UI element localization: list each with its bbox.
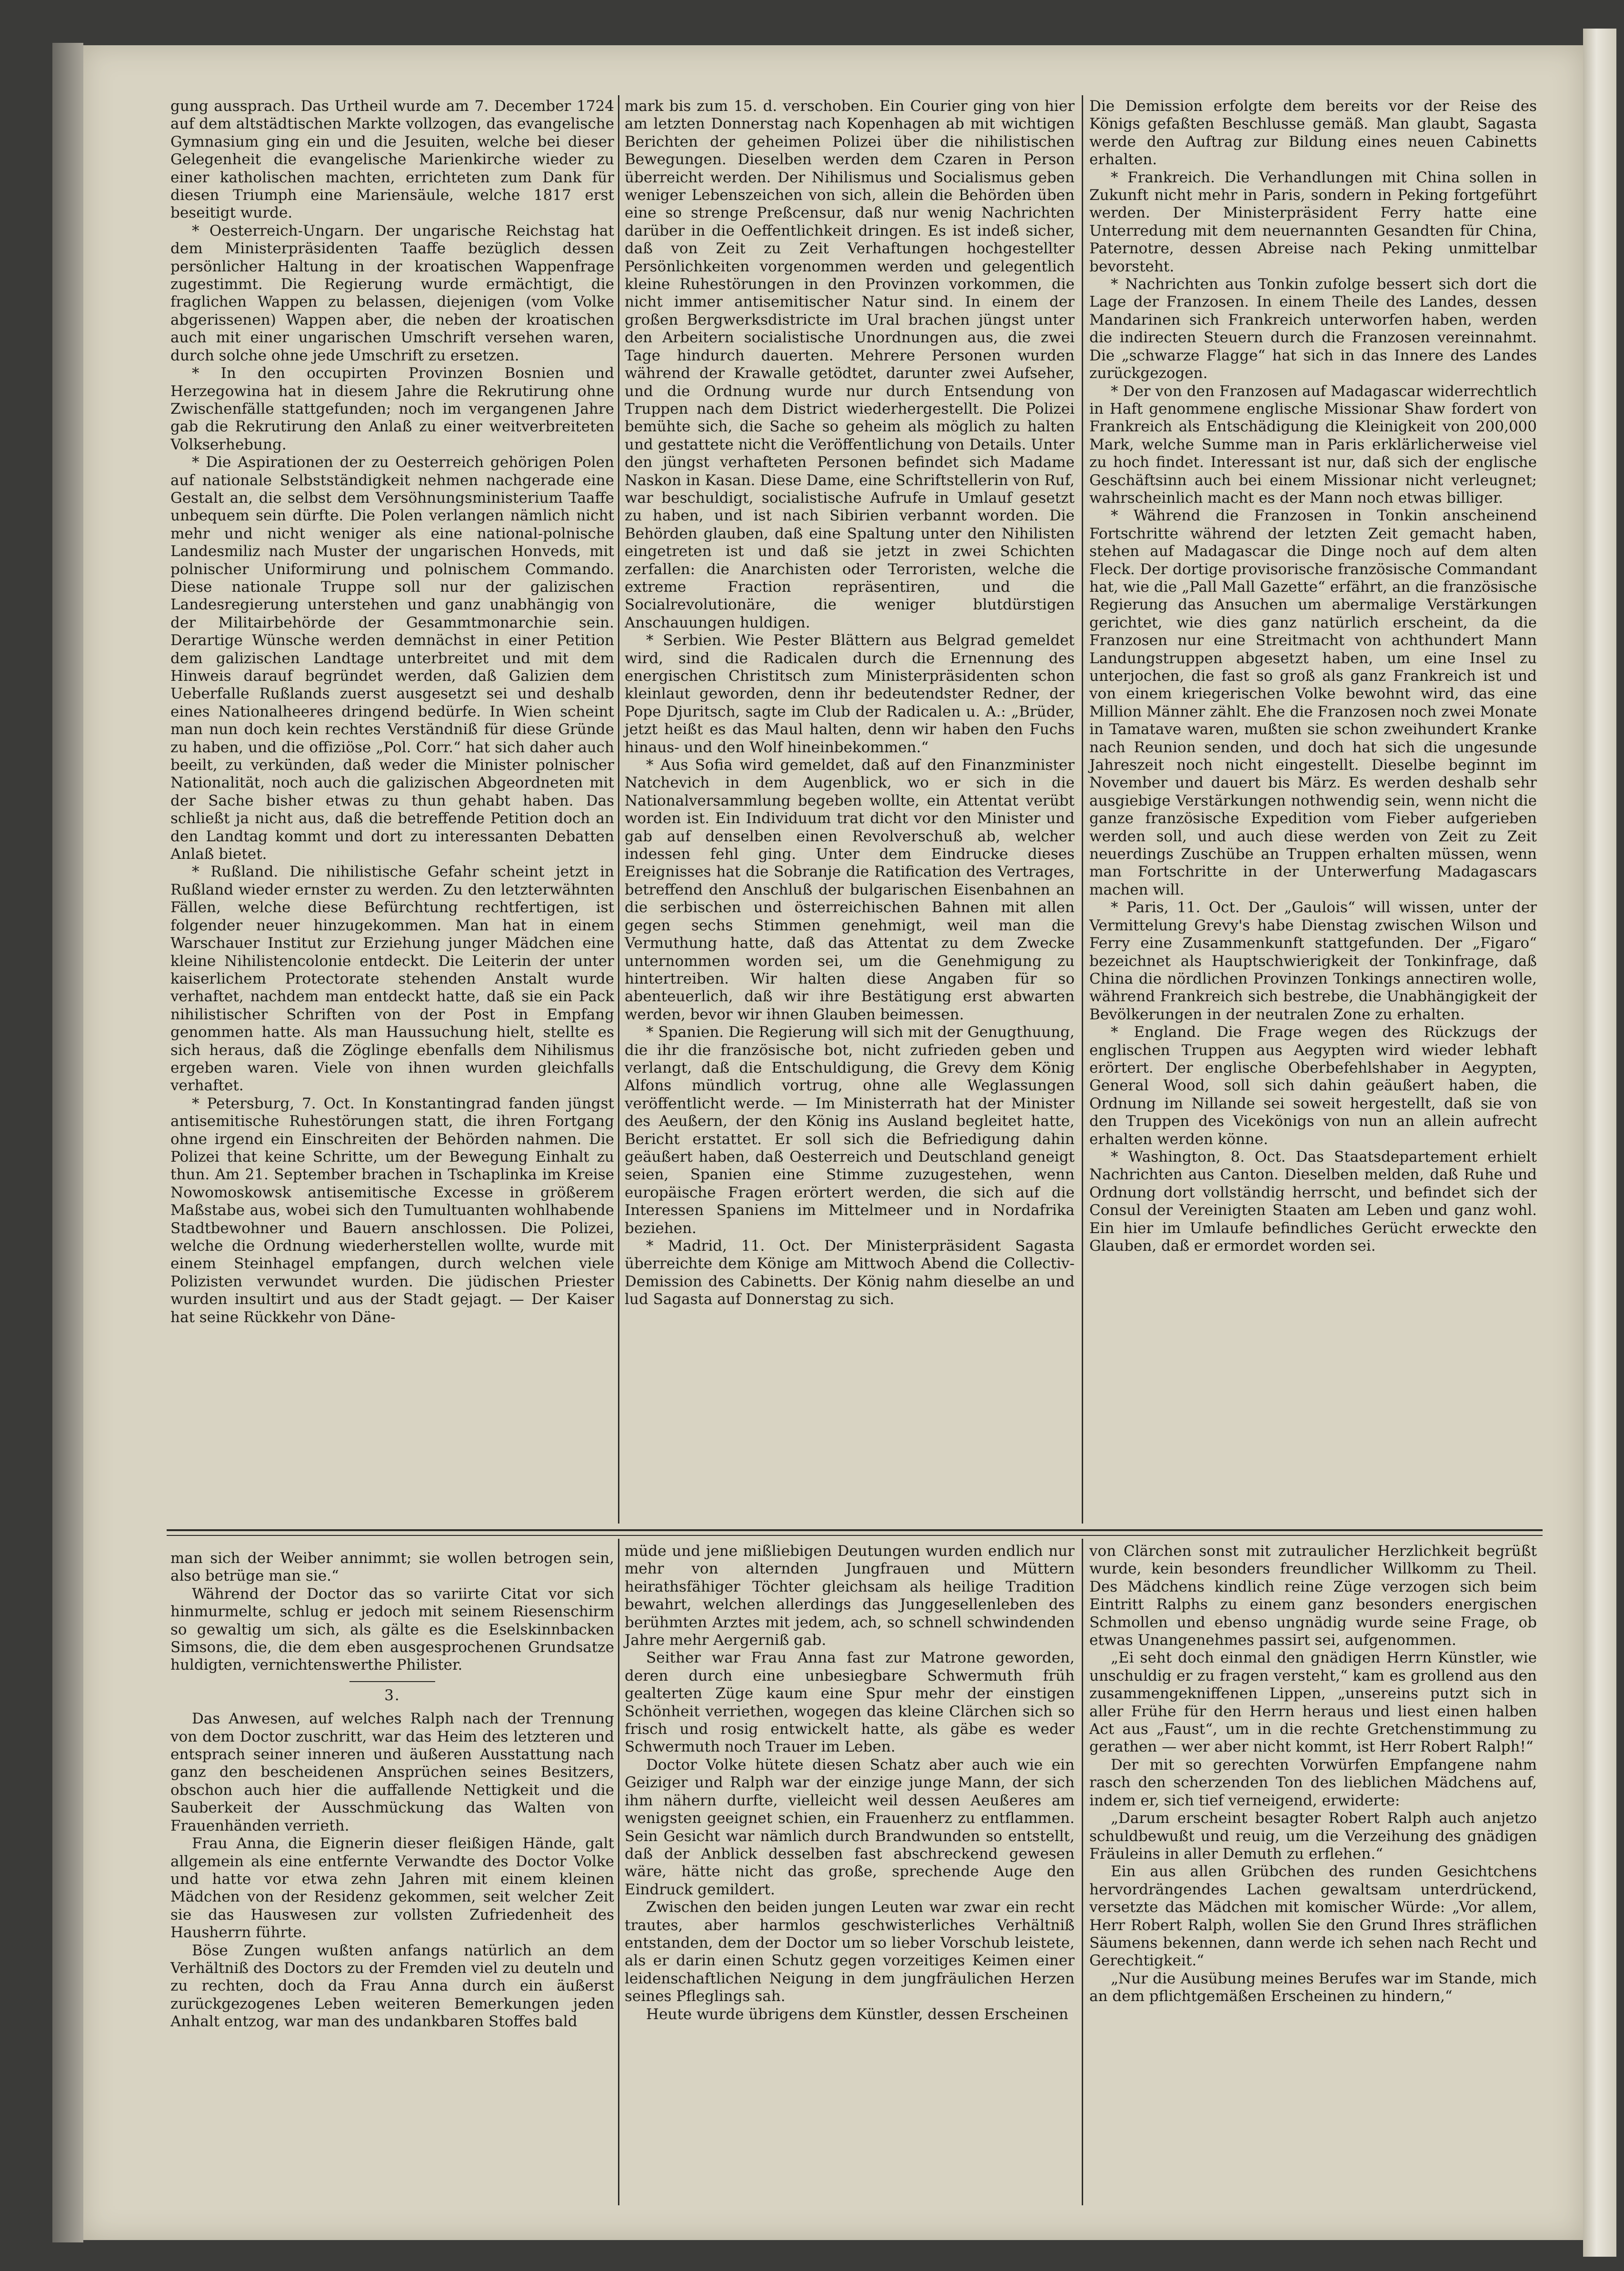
paragraph: * Frankreich. Die Verhandlungen mit China sollen in Zukunft nicht mehr in Paris, sondern in Peking fortgeführt werden. Der Ministerpräsident Ferry hatte eine Unterredung mit dem neuernannten Gesandten für China, Paternotre, dessen Abreise nach Peking unmittelbar bevorsteht. bbox=[1089, 169, 1537, 275]
paragraph: Das Anwesen, auf welches Ralph nach der Trennung von dem Doctor zuschritt, war das Heim des letzteren und entsprach seiner inneren und äußeren Ausstattung nach ganz den bescheidenen Ansprüchen seines Besitzers, obschon auch hier die auffallende Nettigkeit und die Sauberkeit der Ausschmückung das Walten von Frauenhänden verrieth. bbox=[170, 1710, 614, 1834]
paragraph: Zwischen den beiden jungen Leuten war zwar ein recht trautes, aber harmlos geschwisterliches Verhältniß entstanden, dem der Doctor um so lieber Vorschub leistete, als er darin einen Schutz gegen vorzeitiges Keimen einer leidenschaftlichen Neigung in dem jungfräulichen Herzen seines Pfleglings sah. bbox=[625, 1899, 1075, 2005]
feuilleton-column-2 bbox=[625, 1543, 1075, 2023]
paragraph: „Nur die Ausübung meines Berufes war im Stande, mich an dem pflichtgemäßen Erscheinen zu hindern,“ bbox=[1089, 1970, 1537, 2005]
paragraph: * Serbien. Wie Pester Blättern aus Belgrad gemeldet wird, sind die Radicalen durch die Ernennung des energischen Christitsch zum Ministerpräsidenten schon kleinlaut geworden, denn ihr bedeutendster Redner, der Pope Djuritsch, sagte im Club der Radicalen u. A.: „Brüder, jetzt heißt es das Maul halten, denn wir haben den Fuchs hinaus- und den Wolf hineinbekommen.“ bbox=[625, 632, 1075, 756]
paragraph: Böse Zungen wußten anfangs natürlich an dem Verhältniß des Doctors zu der Fremden viel zu deuteln und zu rechten, doch da Frau Anna durch ein äußerst zurückgezogenes Leben weiteren Bemerkungen jeden Anhalt entzog, war man des undankbaren Stoffes bald bbox=[170, 1942, 614, 2031]
section-divider bbox=[349, 1681, 435, 1682]
paragraph: * Der von den Franzosen auf Madagascar widerrechtlich in Haft genommene englische Missionar Shaw fordert von Frankreich als Entschädigung die Kleinigkeit von 200,000 Mark, welche Summe man in Paris erklärlicherweise viel zu hoch findet. Interessant ist nur, daß sich der englische Geschäftsinn auch bei einem Missionar nicht verleugnet; wahrscheinlich macht es der Mann noch etwas billiger. bbox=[1089, 382, 1537, 507]
paragraph: Heute wurde übrigens dem Künstler, dessen Erscheinen bbox=[646, 2005, 1068, 2023]
paragraph: * England. Die Frage wegen des Rückzugs der englischen Truppen aus Aegypten wird wieder lebhaft erörtert. Der englische Oberbefehlshaber in Aegypten, General Wood, soll sich dahin geäußert haben, die Ordnung im Nillande sei soweit hergestellt, daß sie von den Truppen des Vicekönigs von nun an allein aufrecht erhalten werden könne. bbox=[1089, 1024, 1537, 1148]
section-number: 3. bbox=[384, 1686, 400, 1704]
news-column-2 bbox=[625, 98, 1075, 1309]
paragraph: * Paris, 11. Oct. Der „Gaulois“ will wissen, unter der Vermittelung Grevy's habe Dienstag zwischen Wilson und Ferry eine Zusammenkunft stattgefunden. Der „Figaro“ bezeichnet als Hauptschwierigkeit der Tonkinfrage, daß China die nördlichen Provinzen Tonkings annectiren wolle, während Frankreich sich bestrebe, die Unabhängigkeit der Bevölkerungen in der neutralen Zone zu erhalten. bbox=[1089, 899, 1537, 1023]
column-divider-2 bbox=[1082, 95, 1083, 1524]
feuilleton-column-1 bbox=[170, 1550, 614, 2031]
paragraph: Frau Anna, die Eignerin dieser fleißigen Hände, galt allgemein als eine entfernte Verwandte des Doctor Volke und hatte vor etwa zehn Jahren mit einem kleinen Mädchen von der Residenz gekommen, seit welcher Zeit sie das Hauswesen zur vollsten Zufriedenheit des Hausherrn führte. bbox=[170, 1835, 614, 1942]
feuilleton-rule-thin bbox=[167, 1535, 1543, 1536]
feuilleton-column-3 bbox=[1089, 1543, 1537, 2006]
feuilleton-rule bbox=[167, 1529, 1543, 1531]
column-divider-4 bbox=[1082, 1539, 1083, 2205]
paragraph: von Clärchen sonst mit zutraulicher Herzlichkeit begrüßt wurde, kein besonders freundlicher Willkomm zu Theil. Des Mädchens kindlich reine Züge verzogen sich beim Eintritt Ralphs zu einem ganz besonders energischen Schmollen und ebenso ungnädig wurde seine Frage, ob etwas Unangenehmes passirt sei, aufgenommen. bbox=[1089, 1543, 1537, 1649]
paragraph: * Washington, 8. Oct. Das Staatsdepartement erhielt Nachrichten aus Canton. Dieselben melden, daß Ruhe und Ordnung dort vollständig herrscht, und befindet sich der Consul der Vereinigten Staaten am Leben und ganz wohl. Ein hier im Umlaufe befindliches Gerücht erweckte den Glauben, daß er ermordet worden sei. bbox=[1089, 1148, 1537, 1255]
paragraph: Ein aus allen Grübchen des runden Gesichtchens hervordrängendes Lachen gewaltsam unterdrückend, versetzte das Mädchen mit komischer Würde: „Vor allem, Herr Robert Ralph, wollen Sie den Grund Ihres sträflichen Säumens bekennen, dann werde ich sehen nach Recht und Gerechtigkeit.“ bbox=[1089, 1863, 1537, 1970]
paragraph: * Nachrichten aus Tonkin zufolge bessert sich dort die Lage der Franzosen. In einem Theile des Landes, dessen Mandarinen sich Frankreich unterworfen haben, werden die indirecten Steuern durch die Franzosen vereinnahmt. Die „schwarze Flagge“ hat sich in das Innere des Landes zurückgezogen. bbox=[1089, 276, 1537, 382]
paragraph: * Die Aspirationen der zu Oesterreich gehörigen Polen auf nationale Selbstständigkeit nehmen nachgerade eine Gestalt an, die selbst dem Versöhnungsministerium Taaffe unbequem sein dürfte. Die Polen verlangen nämlich nicht mehr und nicht weniger als eine national-polnische Landesmiliz nach Muster der ungarischen Honveds, mit polnischer Uniformirung und polnischem Commando. Diese nationale Truppe soll nur der galizischen Landesregierung unterstehen und ganz unabhängig von der Militairbehörde der Gesammtmonarchie sein. Derartige Wünsche werden demnächst in einer Petition dem galizischen Landtage unterbreitet und mit dem Hinweis darauf begründet werden, daß Galizien dem Ueberfalle Rußlands zuerst ausgesetzt sei und deshalb eines Nationalheeres dringend bedürfe. In Wien scheint man nun doch kein rechtes Verständniß für diese Gründe zu haben, und die offiziöse „Pol. Corr.“ hat sich daher auch beeilt, zu verkünden, daß weder die Minister polnischer Nationalität, noch auch die galizischen Abgeordneten mit der Sache bisher etwas zu thun gehabt haben. Das schließt ja nicht aus, daß die betreffende Petition doch an den Landtag kommt und dort zu interessanten Debatten Anlaß bietet. bbox=[170, 454, 614, 863]
paragraph: Seither war Frau Anna fast zur Matrone geworden, deren durch eine unbesiegbare Schwermuth früh gealterten Züge kaum eine Spur mehr der einstigen Schönheit verriethen, wogegen das kleine Clärchen sich so frisch und rosig entwickelt hatte, als gäbe es weder Schwermuth noch Trauer im Leben. bbox=[625, 1649, 1075, 1756]
paragraph: * Madrid, 11. Oct. Der Ministerpräsident Sagasta überreichte dem Könige am Mittwoch Abend die Collectiv-Demission des Cabinetts. Der König nahm dieselbe an und lud Sagasta auf Donnerstag zu sich. bbox=[625, 1237, 1075, 1308]
news-column-1 bbox=[170, 98, 614, 1326]
paragraph: „Darum erscheint besagter Robert Ralph auch anjetzo schuldbewußt und reuig, um die Verzeihung des gnädigen Fräuleins in aller Demuth zu erflehen.“ bbox=[1089, 1810, 1537, 1863]
paragraph: Während der Doctor das so variirte Citat vor sich hinmurmelte, schlug er jedoch mit seinem Riesenschirm so gewaltig um sich, als gälte es die Eselskinnbacken Simsons, die, die dem eben ausgesprochenen Grundsatze huldigten, vernichtenswerthe Philister. bbox=[170, 1585, 614, 1674]
paragraph: gung aussprach. Das Urtheil wurde am 7. December 1724 auf dem altstädtischen Markte vollzogen, das evangelische Gymnasium ging ein und die Jesuiten, welche bei dieser Gelegenheit die evangelische Marienkirche wieder zu einer katholischen machten, errichteten zum Dank für diesen Triumph eine Mariensäule, welche 1817 erst beseitigt wurde. bbox=[170, 98, 614, 222]
paragraph: * Spanien. Die Regierung will sich mit der Genugthuung, die ihr die französische bot, nicht zufrieden geben und verlangt, daß die Entschuldigung, die Grevy dem König Alfons mündlich vortrug, ohne alle Weglassungen veröffentlicht werde. — Im Ministerrath hat der Minister des Aeußern, der den König ins Ausland begleitet hatte, Bericht erstattet. Er soll sich die Befriedigung dahin geäußert haben, daß Oesterreich und Deutschland geneigt seien, Spanien eine Stimme zuzugestehen, wenn europäische Fragen erörtert werden, die sich auf die Interessen Spaniens im Mittelmeer und in Nordafrika beziehen. bbox=[625, 1024, 1075, 1237]
column-divider-3 bbox=[618, 1539, 619, 2205]
page-edge bbox=[1583, 29, 1616, 2257]
paragraph: Doctor Volke hütete diesen Schatz aber auch wie ein Geiziger und Ralph war der einzige junge Mann, der sich ihm nähern durfte, vielleicht weil dessen Aeußeres am wenigsten geeignet schien, ein Frauenherz zu entflammen. Sein Gesicht war nämlich durch Brandwunden so entstellt, daß der Anblick desselben fast abschreckend gewesen wäre, hätte nicht das große, sprechende Auge den Eindruck gemildert. bbox=[625, 1756, 1075, 1898]
paragraph: * Aus Sofia wird gemeldet, daß auf den Finanzminister Natchevich in dem Augenblick, wo er sich in die Nationalversammlung begeben wollte, ein Attentat verübt worden ist. Ein Individuum trat dicht vor den Minister und gab auf denselben einen Revolverschuß ab, welcher indessen fehl ging. Unter dem Eindrucke dieses Ereignisses hat die Sobranje die Ratification des Vertrages, betreffend den Anschluß der bulgarischen Eisenbahnen an die serbischen und österreichischen Bahnen mit allen gegen sechs Stimmen genehmigt, weil man die Vermuthung hatte, daß das Attentat zu dem Zwecke unternommen worden sei, um die Genehmigung zu hintertreiben. Wir halten diese Angaben für so abenteuerlich, daß wir ihre Bestätigung erst abwarten werden, bevor wir ihnen Glauben beimessen. bbox=[625, 757, 1075, 1023]
paragraph: Der mit so gerechten Vorwürfen Empfangene nahm rasch den scherzenden Ton des lieblichen Mädchens auf, indem er, sich tief verneigend, erwiderte: bbox=[1089, 1756, 1537, 1809]
column-divider-1 bbox=[618, 95, 619, 1524]
paragraph: * Rußland. Die nihilistische Gefahr scheint jetzt in Rußland wieder ernster zu werden. Zu den letzterwähnten Fällen, welche diese Befürchtung rechtfertigen, ist folgender neuer hinzugekommen. Man hat in einem Warschauer Institut zur Erziehung junger Mädchen eine kleine Nihilistencolonie entdeckt. Die Leiterin der unter kaiserlichem Protectorate stehenden Anstalt wurde verhaftet, nachdem man entdeckt hatte, daß sie ein Pack nihilistischer Schriften von der Post in Empfang genommen hatte. Als man Haussuchung hielt, stellte es sich heraus, daß die Zöglinge ebenfalls dem Nihilismus ergeben waren. Viele von ihnen wurden gleichfalls verhaftet. bbox=[170, 863, 614, 1095]
paragraph: * Während die Franzosen in Tonkin anscheinend Fortschritte während der letzten Zeit gemacht haben, stehen auf Madagascar die Dinge noch auf dem alten Fleck. Der dortige provisorische französische Commandant hat, wie die „Pall Mall Gazette“ erfährt, an die französische Regierung das Ansuchen um abermalige Verstärkungen gerichtet, wie dies ganz natürlich erscheint, da die Franzosen nur eine Streitmacht von achthundert Mann Landungstruppen abgesetzt haben, um eine Insel zu unterjochen, die fast so groß als ganz Frankreich ist und von einem kriegerischen Volke bewohnt wird, das eine Million Männer zählt. Ehe die Franzosen noch zwei Monate in Tamatave waren, mußten sie schon zweihundert Kranke nach Reunion senden, und doch hat sich die ungesunde Jahreszeit noch nicht eingestellt. Dieselbe beginnt im November und dauert bis März. Es werden deshalb sehr ausgiebige Verstärkungen nothwendig sein, wenn nicht die ganze französische Expedition vom Fieber aufgerieben werden soll, und auch diese werden von Zeit zu Zeit neuerdings Zuschübe an Truppen erhalten müssen, wenn man Fortschritte in der Unterwerfung Madagascars machen will. bbox=[1089, 507, 1537, 898]
paragraph: * In den occupirten Provinzen Bosnien und Herzegowina hat in diesem Jahre die Rekrutirung ohne Zwischenfälle stattgefunden; noch im vergangenen Jahre gab die Rekrutirung den Anlaß zu einer weitverbreiteten Volkserhebung. bbox=[170, 365, 614, 453]
paragraph: müde und jene mißliebigen Deutungen wurden endlich nur mehr von alternden Jungfrauen und Müttern heirathsfähiger Töchter gleichsam als heilige Tradition bewahrt, welchen allerdings das Junggesellenleben des berühmten Arztes mit jedem, ach, so schnell schwindenden Jahre mehr Aergerniß gab. bbox=[625, 1543, 1075, 1649]
news-column-3 bbox=[1089, 98, 1537, 1255]
paragraph: „Ei seht doch einmal den gnädigen Herrn Künstler, wie unschuldig er zu fragen versteht,“ kam es grollend aus den zusammengekniffenen Lippen, „unsereins putzt sich in aller Frühe für den Herrn heraus und liest einen halben Act aus „Faust“, um in die rechte Gretchenstimmung zu gerathen — wer aber nicht kommt, ist Herr Robert Ralph!“ bbox=[1089, 1649, 1537, 1756]
paragraph: mark bis zum 15. d. verschoben. Ein Courier ging von hier am letzten Donnerstag nach Kopenhagen ab mit wichtigen Berichten der geheimen Polizei über die nihilistischen Bewegungen. Dieselben werden dem Czaren in Person überreicht werden. Der Nihilismus und Socialismus geben weniger Lebenszeichen von sich, allein die Behörden üben eine so strenge Preßcensur, daß nur wenig Nachrichten darüber in die Oeffentlichkeit dringen. Es ist indeß sicher, daß von Zeit zu Zeit Verhaftungen hochgestellter Persönlichkeiten vorgenommen werden und gelegentlich kleine Ruhestörungen in den Provinzen vorkommen, die nicht immer antisemitischer Natur sind. In einem der großen Bergwerksdistricte im Ural brachen jüngst unter den Arbeitern socialistische Unordnungen aus, die zwei Tage hindurch dauerten. Mehrere Personen wurden während der Krawalle getödtet, darunter zwei Aufseher, und die Ordnung wurde nur durch Entsendung von Truppen nach dem District wiederhergestellt. Die Polizei bemühte sich, die Sache so geheim als möglich zu halten und gestattete nicht die Veröffentlichung von Details. Unter den jüngst verhafteten Personen befindet sich Madame Naskon in Kasan. Diese Dame, eine Schriftstellerin von Ruf, war beschuldigt, socialistische Aufrufe in Umlauf gesetzt zu haben, und ist nach Sibirien verbannt worden. Die Behörden glauben, daß eine Spaltung unter den Nihilisten eingetreten ist und daß sie jetzt in zwei Schichten zerfallen: die Anarchisten oder Terroristen, welche die extreme Fraction repräsentiren, und die Socialrevolutionäre, die weniger blutdürstigen Anschauungen huldigen. bbox=[625, 98, 1075, 631]
paragraph: Die Demission erfolgte dem bereits vor der Reise des Königs gefaßten Beschlusse gemäß. Man glaubt, Sagasta werde den Auftrag zur Bildung eines neuen Cabinetts erhalten. bbox=[1089, 98, 1537, 169]
paragraph: * Petersburg, 7. Oct. In Konstantingrad fanden jüngst antisemitische Ruhestörungen statt, die ihren Fortgang ohne irgend ein Einschreiten der Behörden nahmen. Die Polizei that keine Schritte, um der Bewegung Einhalt zu thun. Am 21. September brachen in Tschaplinka im Kreise Nowomoskowsk antisemitische Excesse in größerem Maßstabe aus, wobei sich den Tumultuanten wohlhabende Stadtbewohner und Bauern anschlossen. Die Polizei, welche die Ordnung wiederherstellen wollte, wurde mit einem Steinhagel empfangen, durch welchen viele Polizisten verwundet wurden. Die jüdischen Priester wurden insultirt und aus der Stadt gejagt. — Der Kaiser hat seine Rückkehr von Däne- bbox=[170, 1095, 614, 1326]
book-binding bbox=[52, 43, 83, 2242]
paragraph: * Oesterreich-Ungarn. Der ungarische Reichstag hat dem Ministerpräsidenten Taaffe bezüglich dessen persönlicher Haltung in der kroatischen Wappenfrage zugestimmt. Die Regierung wurde ermächtigt, die fraglichen Wappen zu belassen, diejenigen (vom Volke abgerissenen) Wappen aber, die neben der kroatischen auch mit einer ungarischen Umschrift versehen waren, durch solche ohne jede Umschrift zu ersetzen. bbox=[170, 222, 614, 364]
paragraph: man sich der Weiber annimmt; sie wollen betrogen sein, also betrüge man sie.“ bbox=[170, 1550, 614, 1585]
